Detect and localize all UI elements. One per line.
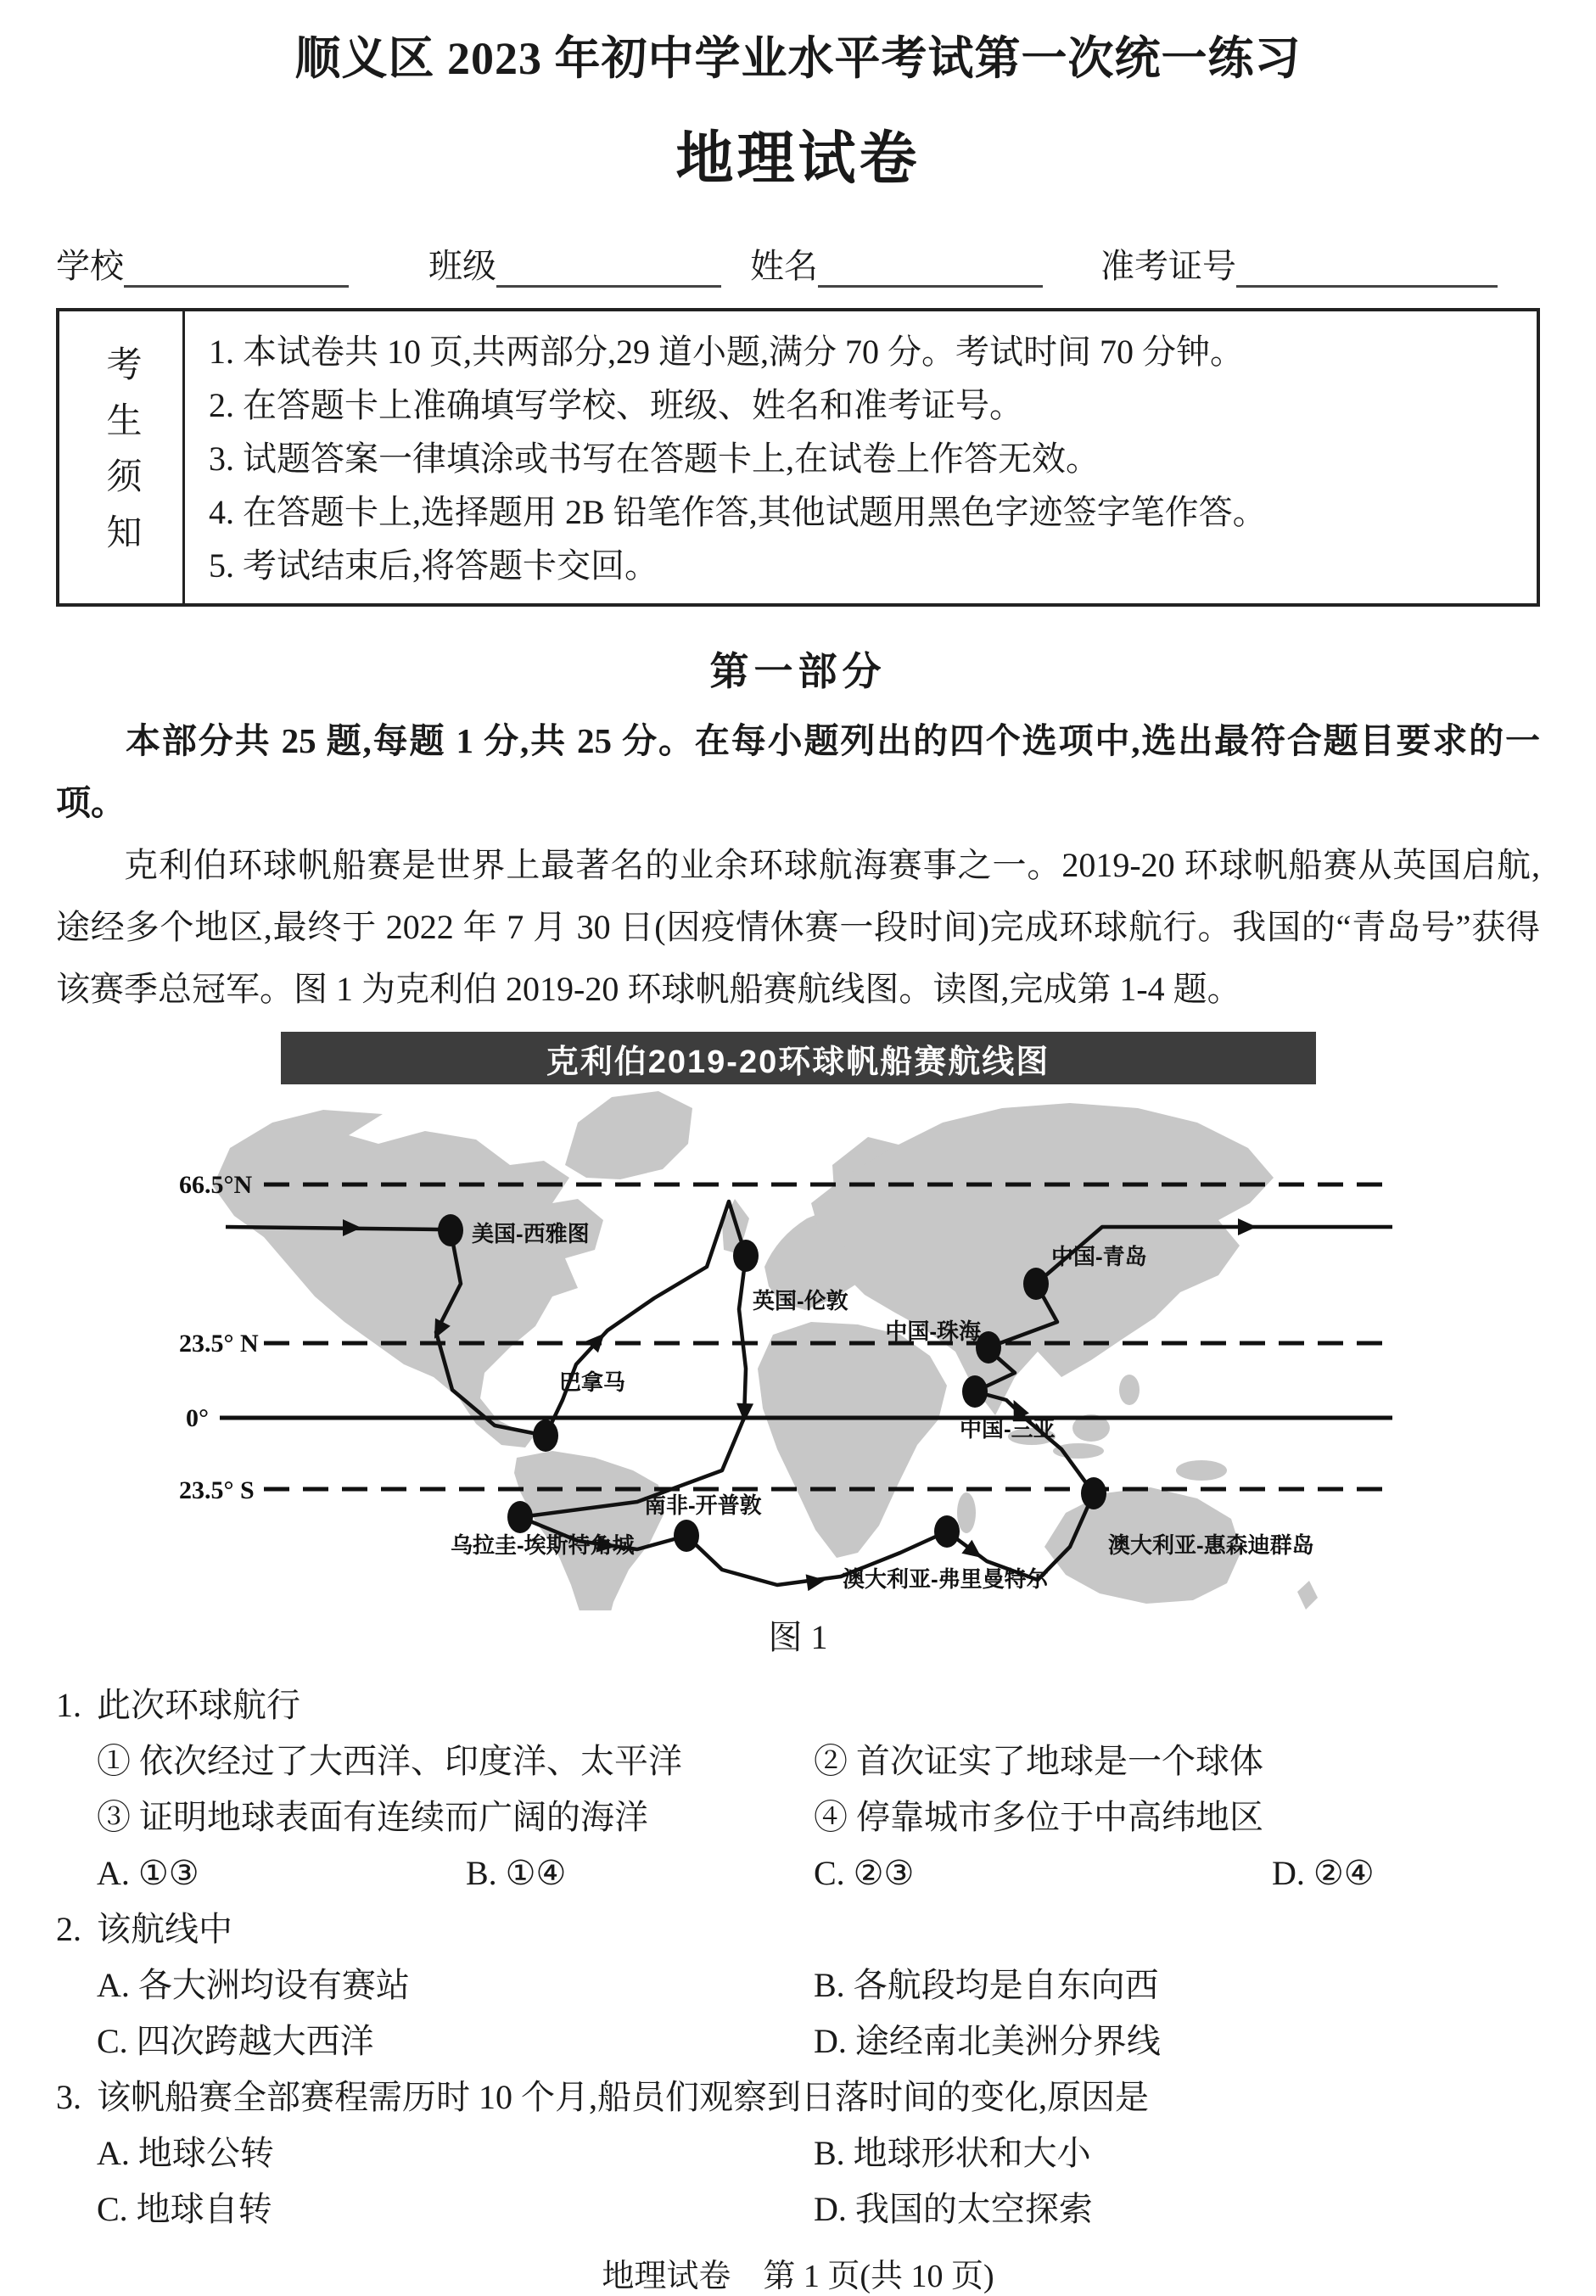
q3-choice-d: D. 我国的太空探索 (814, 2190, 1093, 2228)
stop-dot-panama (533, 1420, 558, 1452)
stop-dot-capetown (674, 1520, 699, 1552)
school-blank (124, 249, 349, 288)
stop-dot-uruguay (507, 1501, 533, 1533)
notice-item-2: 2. 在答题卡上准确填写学校、班级、姓名和准考证号。 (209, 386, 1023, 424)
q2-choice-c: C. 四次跨越大西洋 (97, 2022, 374, 2060)
part1-heading: 第一部分 (709, 650, 887, 693)
question-1-number: 1. (56, 1686, 81, 1724)
route-map-figure (179, 1032, 1418, 1659)
lat-label-0: 0° (185, 1404, 209, 1432)
question-3-choices-row1 (56, 2125, 1540, 2181)
stop-label-fremantle: 澳大利亚-弗里曼特尔 (842, 1566, 1049, 1592)
stop-label-capetown: 南非-开普敦 (643, 1492, 762, 1518)
candidate-notice-box (56, 308, 1540, 607)
admission-no-label: 准考证号 (1100, 247, 1236, 285)
notice-item-3: 3. 试题答案一律填涂或书写在答题卡上,在试卷上作答无效。 (209, 440, 1100, 478)
stop-dot-london (733, 1240, 759, 1272)
page-footer: 地理试卷 第 1 页(共 10 页) (602, 2259, 994, 2294)
school-label: 学校 (56, 247, 124, 285)
north-america-landmass (213, 1110, 603, 1448)
stop-dot-whitsundays (1081, 1477, 1106, 1509)
question-1-suboptions-row1 (56, 1733, 1540, 1789)
question-3-stem: 该帆船赛全部赛程需历时 10 个月,船员们观察到日落时间的变化,原因是 (97, 2078, 1149, 2116)
q1-choice-d: D. ②④ (1272, 1854, 1375, 1892)
class-label: 班级 (428, 247, 496, 285)
q2-choice-b: B. 各航段均是自东向西 (814, 1966, 1159, 2004)
figure-caption: 图 1 (768, 1618, 828, 1656)
q1-choice-b: B. ①④ (466, 1854, 567, 1892)
new-guinea-island (1176, 1460, 1227, 1481)
stop-dot-qingdao (1023, 1268, 1049, 1300)
question-1-stem: 此次环球航行 (97, 1686, 300, 1724)
lat-label-23-5n: 23.5° N (178, 1330, 259, 1358)
q2-choice-d: D. 途经南北美洲分界线 (814, 2022, 1161, 2060)
greenland-landmass (565, 1091, 692, 1179)
stop-dot-fremantle (934, 1515, 960, 1548)
question-3-choices-row2 (56, 2181, 1540, 2237)
question-2-choices-row1 (56, 1957, 1540, 2013)
notice-items (185, 311, 1537, 603)
stop-dot-seattle (438, 1214, 463, 1246)
exam-title: 顺义区 2023 年初中学业水平考试第一次统一练习 (294, 33, 1302, 84)
philippines-island (1119, 1375, 1140, 1405)
lat-label-66-5n: 66.5°N (178, 1171, 252, 1199)
map-title-bar (281, 1032, 1316, 1084)
question-1-suboptions-row2 (56, 1789, 1540, 1845)
notice-item-5: 5. 考试结束后,将答题卡交回。 (209, 546, 658, 585)
notice-item-1: 1. 本试卷共 10 页,共两部分,29 道小题,满分 70 分。考试时间 70 分钟。 (209, 333, 1244, 371)
lat-label-23-5s: 23.5° S (178, 1476, 255, 1504)
arrow-exit-east (1238, 1218, 1257, 1235)
madagascar-landmass (957, 1492, 976, 1533)
name-blank (818, 249, 1043, 288)
student-info-row (56, 239, 1540, 288)
stop-label-whitsundays: 澳大利亚-惠森迪群岛 (1107, 1532, 1314, 1558)
q2-choice-a: A. 各大洲均设有赛站 (97, 1966, 410, 2004)
stop-label-qingdao: 中国-青岛 (1050, 1244, 1147, 1269)
class-blank (496, 249, 721, 288)
questions-section (56, 1677, 1540, 2237)
new-zealand-landmass (1297, 1581, 1318, 1610)
stop-label-seattle: 美国-西雅图 (471, 1221, 590, 1246)
stop-label-london: 英国-伦敦 (752, 1288, 848, 1313)
question-1-choices (56, 1845, 1540, 1901)
stop-label-panama: 巴拿马 (558, 1369, 625, 1395)
part1-instructions: 本部分共 25 题,每题 1 分,共 25 分。在每小题列出的四个选项中,选出最符合题目要求的一项。 (56, 721, 1540, 822)
q1-suboption-2: ② 首次证实了地球是一个球体 (814, 1742, 1263, 1780)
question-2-choices-row2 (56, 2013, 1540, 2069)
south-america-landmass (514, 1451, 664, 1610)
class-field (428, 239, 721, 288)
name-label: 姓名 (750, 247, 818, 285)
arrow-indian-ocean-east (805, 1571, 826, 1591)
q1-suboption-1: ① 依次经过了大西洋、印度洋、太平洋 (97, 1742, 682, 1780)
notice-side-column (59, 311, 185, 603)
q1-choice-a: A. ①③ (97, 1854, 199, 1892)
school-field (56, 239, 349, 288)
q1-choice-c: C. ②③ (814, 1854, 915, 1892)
question-2-number: 2. (56, 1910, 81, 1948)
q3-choice-b: B. 地球形状和大小 (814, 2134, 1091, 2172)
africa-landmass (758, 1322, 947, 1558)
part1-intro-passage: 克利伯环球帆船赛是世界上最著名的业余环球航海赛事之一。2019-20 环球帆船赛从英国启航,途经多个地区,最终于 2022 年 7 月 30 日(因疫情休赛一段时间)完成环球航行。我国的“青岛号”获得该赛季总冠军。图 1 为克利伯 2019-20 环球帆船赛航线图。读图,完成第 1-4 题。 (56, 846, 1540, 1008)
notice-side-label: 考生须知 (101, 345, 141, 569)
q1-suboption-4: ④ 停靠城市多位于中高纬地区 (814, 1798, 1263, 1836)
stop-label-sanya: 中国-三亚 (959, 1416, 1056, 1442)
stop-dot-sanya (962, 1375, 988, 1408)
question-3 (56, 2069, 1540, 2125)
question-2 (56, 1901, 1540, 1957)
question-1 (56, 1677, 1540, 1733)
admission-no-blank (1236, 249, 1498, 288)
question-2-stem: 该航线中 (97, 1910, 232, 1948)
q1-suboption-3: ③ 证明地球表面有连续而广阔的海洋 (97, 1798, 648, 1836)
notice-item-4: 4. 在答题卡上,选择题用 2B 铅笔作答,其他试题用黑色字迹签字笔作答。 (209, 493, 1267, 531)
name-field (750, 239, 1043, 288)
map-title: 克利伯2019-20环球帆船赛航线图 (546, 1044, 1050, 1080)
stop-label-zhuhai: 中国-珠海 (884, 1319, 981, 1344)
stop-label-uruguay: 乌拉圭-埃斯特角城 (450, 1532, 635, 1558)
subject-title: 地理试卷 (675, 126, 921, 191)
question-3-number: 3. (56, 2078, 81, 2116)
q3-choice-c: C. 地球自转 (97, 2190, 272, 2228)
admission-no-field (1100, 239, 1498, 288)
world-route-map (179, 1084, 1418, 1610)
q3-choice-a: A. 地球公转 (97, 2134, 274, 2172)
